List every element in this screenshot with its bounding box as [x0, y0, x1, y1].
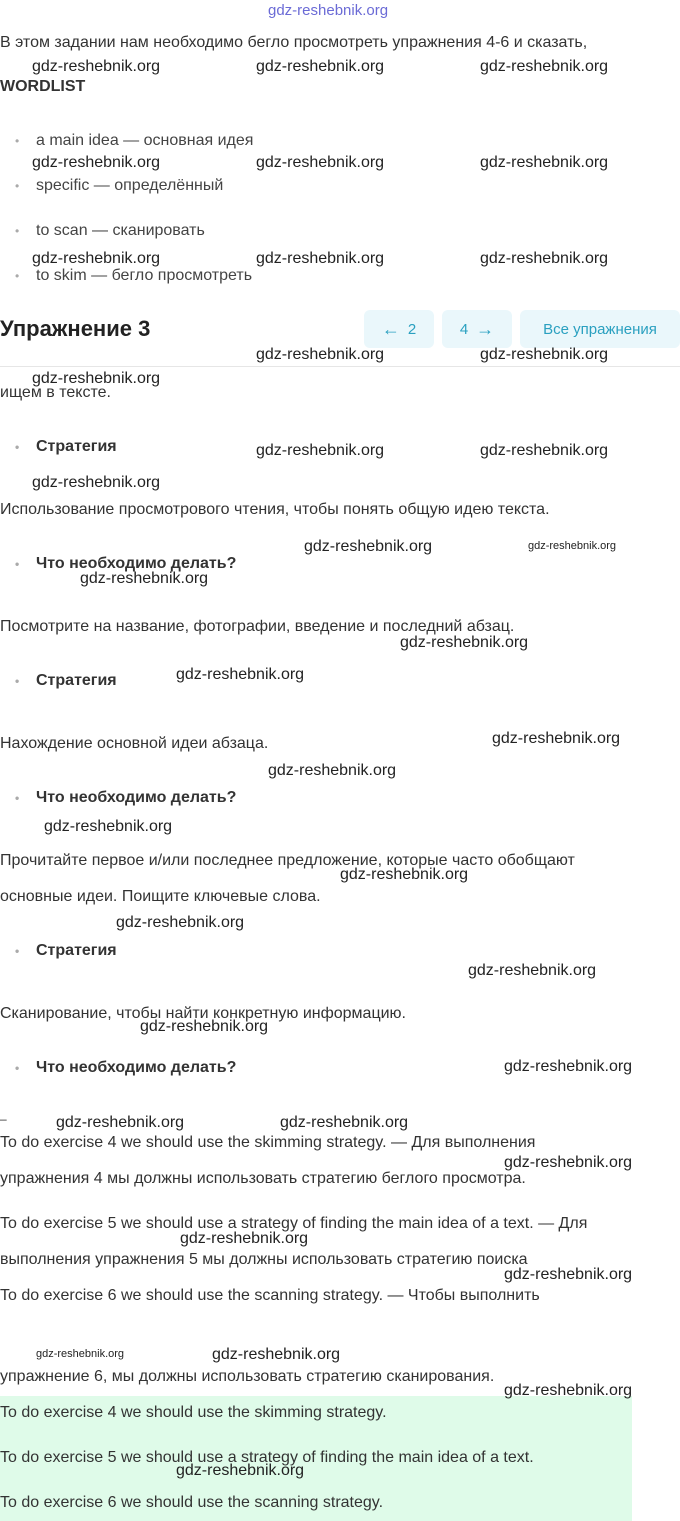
watermark: gdz-reshebnik.org	[480, 346, 609, 363]
watermark: gdz-reshebnik.org	[176, 1462, 305, 1479]
watermark: gdz-reshebnik.org	[32, 370, 161, 387]
paragraph: упражнение 6, мы должны использовать стратегию сканирования.	[0, 1368, 495, 1385]
arrow-left-icon: ←	[381, 318, 400, 339]
paragraph: Нахождение основной идеи абзаца.	[0, 735, 269, 752]
watermark: gdz-reshebnik.org	[504, 1058, 633, 1075]
watermark: gdz-reshebnik.org	[280, 1114, 409, 1131]
paragraph: выполнения упражнения 5 мы должны использовать стратегию поиска	[0, 1251, 528, 1268]
list-item: • to skim — бегло просмотреть	[16, 267, 252, 285]
watermark: gdz-reshebnik.org	[256, 346, 385, 363]
paragraph: упражнения 4 мы должны использовать стратегию беглого просмотра.	[0, 1170, 526, 1187]
list-item: • a main idea — основная идея	[16, 132, 253, 150]
watermark: gdz-reshebnik.org	[480, 154, 609, 171]
watermark: gdz-reshebnik.org	[528, 540, 617, 552]
watermark: gdz-reshebnik.org	[32, 250, 161, 267]
strategy-item: • Стратегия	[16, 438, 117, 456]
strategy-item: • Стратегия	[16, 672, 117, 690]
answer-line: To do exercise 5 we should use a strategy of finding the main idea of a text.	[0, 1449, 534, 1466]
intro-text: В этом задании нам необходимо бегло просмотреть упражнения 4-6 и сказать,	[0, 34, 588, 51]
list-item: • to scan — сканировать	[16, 222, 205, 240]
watermark: gdz-reshebnik.org	[212, 1346, 341, 1363]
next-exercise-button[interactable]: 4 →	[442, 310, 512, 348]
paragraph: To do exercise 5 we should use a strategy of finding the main idea of a text. — Для	[0, 1215, 588, 1232]
watermark: gdz-reshebnik.org	[176, 666, 305, 683]
prev-exercise-button[interactable]: ← 2	[364, 310, 434, 348]
watermark: gdz-reshebnik.org	[492, 730, 621, 747]
watermark: gdz-reshebnik.org	[256, 250, 385, 267]
paragraph: To do exercise 4 we should use the skimming strategy. — Для выполнения	[0, 1134, 536, 1151]
watermark: gdz-reshebnik.org	[180, 1230, 309, 1247]
watermark: gdz-reshebnik.org	[256, 442, 385, 459]
answer-line: To do exercise 6 we should use the scanning strategy.	[0, 1494, 384, 1511]
watermark: gdz-reshebnik.org	[32, 58, 161, 75]
watermark: gdz-reshebnik.org	[36, 1348, 125, 1360]
watermark: gdz-reshebnik.org	[56, 1114, 185, 1131]
strategy-item: • Стратегия	[16, 942, 117, 960]
watermark: gdz-reshebnik.org	[304, 538, 433, 555]
watermark: gdz-reshebnik.org	[80, 570, 209, 587]
watermark: gdz-reshebnik.org	[504, 1266, 633, 1283]
cut-text: ищем в тексте.	[0, 384, 111, 401]
paragraph: To do exercise 6 we should use the scanning strategy. — Чтобы выполнить	[0, 1287, 540, 1304]
paragraph: Посмотрите на название, фотографии, введение и последний абзац.	[0, 618, 515, 635]
watermark: gdz-reshebnik.org	[116, 914, 245, 931]
arrow-right-icon: →	[476, 318, 495, 339]
all-exercises-button[interactable]: Все упражнения	[520, 310, 680, 348]
watermark: gdz-reshebnik.org	[32, 154, 161, 171]
watermark: gdz-reshebnik.org	[340, 866, 469, 883]
wordlist-title: WORDLIST	[0, 78, 86, 95]
watermark: gdz-reshebnik.org	[504, 1382, 633, 1399]
header-divider	[0, 366, 680, 367]
watermark: gdz-reshebnik.org	[256, 58, 385, 75]
watermark: gdz-reshebnik.org	[44, 818, 173, 835]
dash: –	[0, 1112, 7, 1126]
watermark: gdz-reshebnik.org	[256, 154, 385, 171]
watermark: gdz-reshebnik.org	[268, 2, 389, 19]
watermark: gdz-reshebnik.org	[400, 634, 529, 651]
watermark: gdz-reshebnik.org	[480, 442, 609, 459]
todo-item: • Что необходимо делать?	[16, 555, 236, 573]
watermark: gdz-reshebnik.org	[468, 962, 597, 979]
paragraph: Использование просмотрового чтения, чтобы понять общую идею текста.	[0, 501, 550, 518]
paragraph: Прочитайте первое и/или последнее предложение, которые часто обобщают	[0, 852, 575, 869]
exercise-title: Упражнение 3	[0, 316, 151, 341]
watermark: gdz-reshebnik.org	[32, 474, 161, 491]
watermark: gdz-reshebnik.org	[504, 1154, 633, 1171]
todo-item: • Что необходимо делать?	[16, 1059, 236, 1077]
answer-line: To do exercise 4 we should use the skimming strategy.	[0, 1404, 387, 1421]
paragraph: Сканирование, чтобы найти конкретную информацию.	[0, 1005, 406, 1022]
watermark: gdz-reshebnik.org	[140, 1018, 269, 1035]
watermark: gdz-reshebnik.org	[268, 762, 397, 779]
todo-item: • Что необходимо делать?	[16, 789, 236, 807]
list-item: • specific — определённый	[16, 177, 223, 195]
watermark: gdz-reshebnik.org	[480, 58, 609, 75]
paragraph: основные идеи. Поищите ключевые слова.	[0, 888, 321, 905]
watermark: gdz-reshebnik.org	[480, 250, 609, 267]
